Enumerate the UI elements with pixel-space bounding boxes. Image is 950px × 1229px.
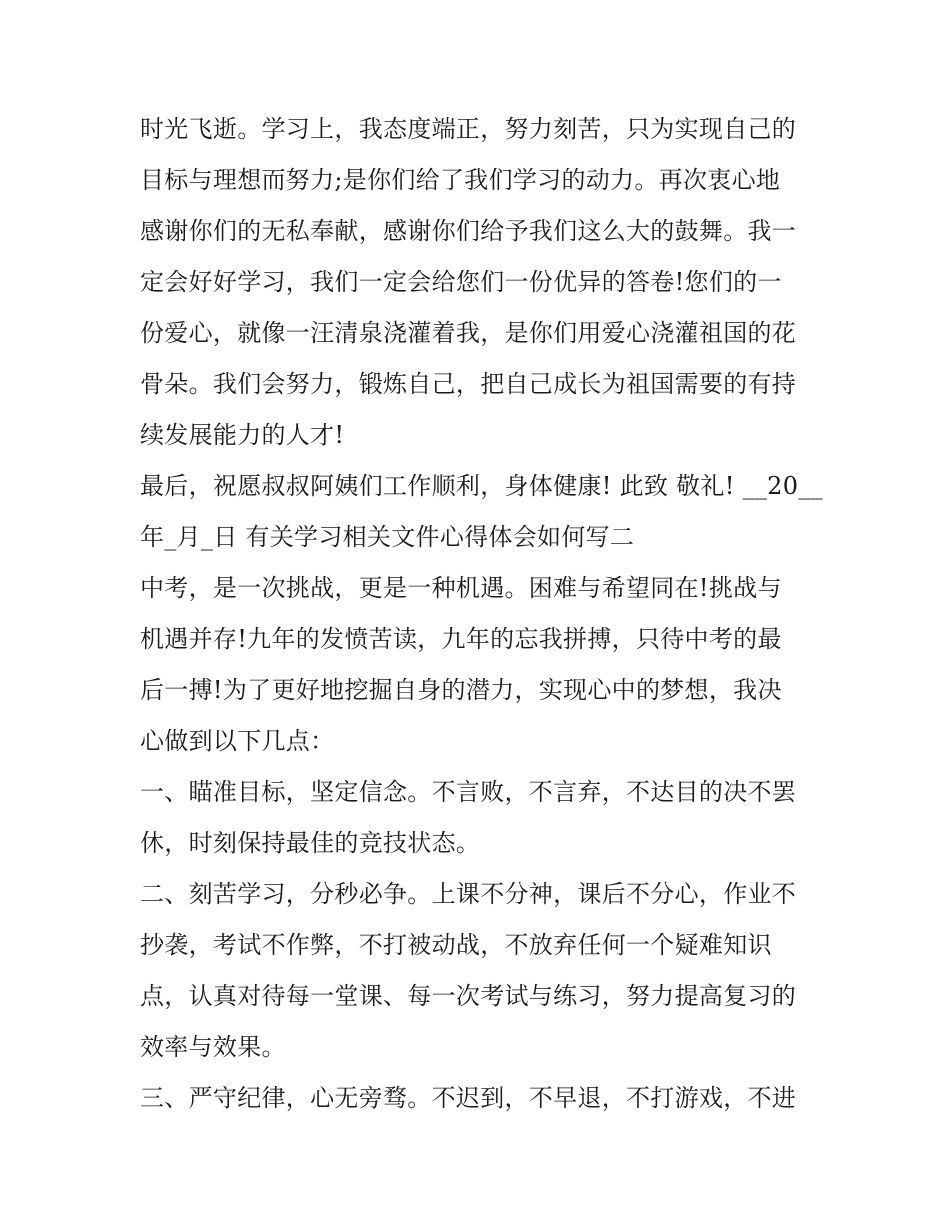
text-line: 机遇并存!九年的发愤苦读，九年的忘我拼搏，只待中考的最 <box>140 625 782 653</box>
text-line: 二、刻苦学习，分秒必争。上课不分神，课后不分心，作业不 <box>140 880 797 908</box>
section-heading-line: 年_月_日 有关学习相关文件心得体会如何写二 <box>140 523 635 551</box>
text-line: 一、瞄准目标，坚定信念。不言败，不言弃，不达目的决不罢 <box>140 778 797 806</box>
text-line: 时光飞逝。学习上，我态度端正，努力刻苦，只为实现自己的 <box>140 115 797 143</box>
text-line: 三、严守纪律，心无旁骛。不迟到，不早退，不打游戏，不进 <box>140 1084 797 1112</box>
text-line: 骨朵。我们会努力，锻炼自己，把自己成长为祖国需要的有持 <box>140 370 797 398</box>
text-line: 定会好好学习，我们一定会给您们一份优异的答卷!您们的一 <box>140 268 782 296</box>
text-line: 抄袭，考试不作弊，不打被动战，不放弃任何一个疑难知识 <box>140 931 772 959</box>
text-line: 效率与效果。 <box>140 1033 286 1061</box>
text-line: 续发展能力的人才! <box>140 421 345 449</box>
text-line: 中考，是一次挑战，更是一种机遇。困难与希望同在!挑战与 <box>140 574 782 602</box>
text-line: 后一搏!为了更好地挖掘自身的潜力，实现心中的梦想，我决 <box>140 676 782 704</box>
text-line: 心做到以下几点： <box>140 727 335 755</box>
text-line: 感谢你们的无私奉献，感谢你们给予我们这么大的鼓舞。我一 <box>140 217 797 245</box>
text-line: 点，认真对待每一堂课、每一次考试与练习，努力提高复习的 <box>140 982 797 1010</box>
text-line: 份爱心，就像一汪清泉浇灌着我，是你们用爱心浇灌祖国的花 <box>140 319 797 347</box>
text-line: 休，时刻保持最佳的竞技状态。 <box>140 829 481 857</box>
text-line: 最后，祝愿叔叔阿姨们工作顺利，身体健康! 此致 敬礼! __20__ <box>140 472 823 500</box>
text-line: 目标与理想而努力;是你们给了我们学习的动力。再次衷心地 <box>140 166 781 194</box>
